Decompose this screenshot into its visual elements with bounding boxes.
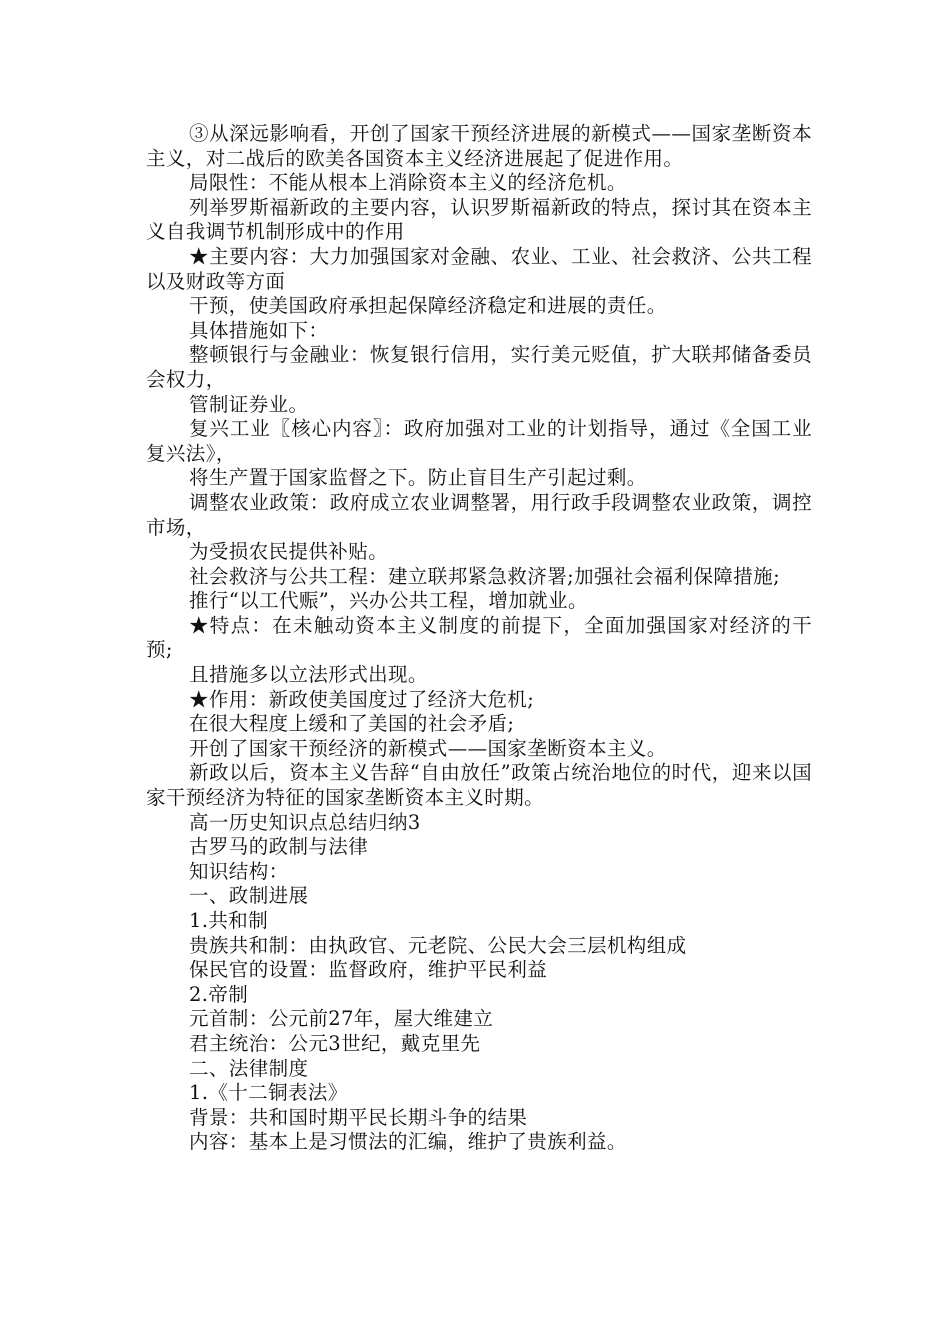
section-heading: 高一历史知识点总结归纳3: [189, 810, 421, 834]
paragraph: ③从深远影响看，开创了国家干预经济进展的新模式——国家垄断资本主义，对二战后的欧美各国资本主义经济进展起了促进作用。: [146, 122, 812, 170]
paragraph: 且措施多以立法形式出现。: [189, 663, 428, 687]
paragraph: ★作用：新政使美国度过了经济大危机;: [189, 687, 535, 711]
paragraph: 社会救济与公共工程：建立联邦紧急救济署;加强社会福利保障措施;: [189, 564, 781, 588]
paragraph: 新政以后，资本主义告辞“自由放任”政策占统治地位的时代，迎来以国家干预经济为特征的国家垄断资本主义时期。: [146, 761, 812, 810]
section-title: 古罗马的政制与法律: [189, 835, 369, 859]
paragraph: ★主要内容：大力加强国家对金融、农业、工业、社会救济、公共工程以及财政等方面: [146, 244, 812, 293]
paragraph: 贵族共和制：由执政官、元老院、公民大会三层机构组成: [189, 933, 687, 957]
subheading: 2.帝制: [189, 982, 249, 1006]
paragraph: 具体措施如下：: [189, 318, 329, 342]
subheading: 1.《十二铜表法》: [189, 1081, 348, 1105]
document-body: [146, 122, 812, 1155]
paragraph: 局限性：不能从根本上消除资本主义的经济危机。: [189, 171, 627, 195]
paragraph: 调整农业政策：政府成立农业调整署，用行政手段调整农业政策，调控市场，: [146, 490, 812, 539]
paragraph: 整顿银行与金融业：恢复银行信用，实行美元贬值，扩大联邦储备委员会权力，: [146, 343, 812, 391]
paragraph: 为受损农民提供补贴。: [189, 540, 389, 564]
paragraph: 知识结构：: [189, 859, 289, 883]
paragraph: 开创了国家干预经济的新模式——国家垄断资本主义。: [189, 736, 667, 760]
paragraph: 推行“以工代赈”，兴办公共工程，增加就业。: [189, 589, 588, 613]
paragraph: 列举罗斯福新政的主要内容，认识罗斯福新政的特点，探讨其在资本主义自我调节机制形成中的作用: [146, 195, 812, 244]
paragraph: 内容：基本上是习惯法的汇编，维护了贵族利益。: [189, 1130, 627, 1154]
paragraph: 君主统治：公元3世纪，戴克里先: [189, 1031, 481, 1055]
paragraph: 将生产置于国家监督之下。防止盲目生产引起过剩。: [189, 466, 647, 490]
subheading: 二、法律制度: [189, 1056, 309, 1080]
paragraph: 管制证券业。: [189, 392, 309, 416]
paragraph: 干预，使美国政府承担起保障经济稳定和进展的责任。: [189, 294, 667, 318]
paragraph: 复兴工业〖核心内容〗：政府加强对工业的计划指导，通过《全国工业复兴法》，: [146, 417, 812, 465]
subheading: 一、政制进展: [189, 884, 309, 908]
subheading: 1.共和制: [189, 909, 269, 932]
paragraph: 元首制：公元前27年，屋大维建立: [189, 1007, 494, 1031]
paragraph: ★特点：在未触动资本主义制度的前提下，全面加强国家对经济的干预;: [146, 613, 812, 662]
paragraph: 保民官的设置：监督政府，维护平民利益: [189, 958, 548, 982]
paragraph: 在很大程度上缓和了美国的社会矛盾;: [189, 712, 515, 736]
paragraph: 背景：共和国时期平民长期斗争的结果: [189, 1105, 528, 1129]
